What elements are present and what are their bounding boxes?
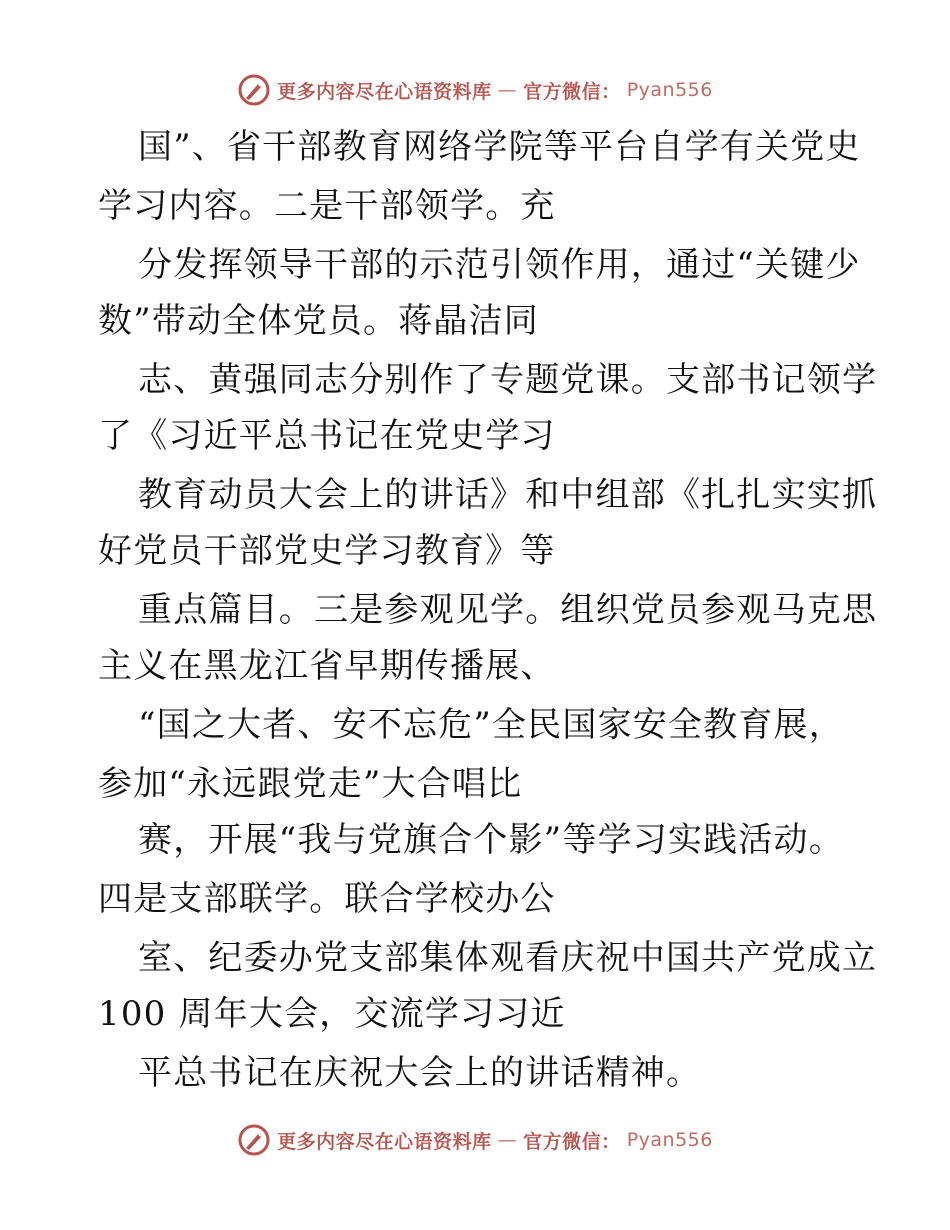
text-line: 志、黄强同志分别作了专题党课。支部书记领学	[138, 360, 878, 400]
watermark-separator: —	[497, 79, 518, 101]
text-line: “国之大者、安不忘危”全民国家安全教育展，	[138, 705, 844, 745]
text-line: 主义在黑龙江省早期传播展、	[98, 646, 556, 686]
watermark-text: 更多内容尽在心语资料库	[277, 80, 492, 103]
watermark-id: Pyan556	[626, 1129, 713, 1151]
text-line: 学习内容。二是干部领学。充	[98, 186, 556, 226]
watermark-label: 官方微信：	[523, 80, 621, 103]
text-line: 100 周年大会，交流学习习近	[98, 994, 566, 1034]
text-line: 参加“永远跟党走”大合唱比	[98, 764, 523, 804]
watermark-banner-top	[0, 70, 950, 110]
watermark-label: 官方微信：	[523, 1130, 621, 1153]
text-line: 重点篇目。三是参观见学。组织党员参观马克思	[138, 590, 878, 630]
text-line: 了《习近平总书记在党史学习	[98, 416, 556, 456]
text-line: 好党员干部党史学习教育》等	[98, 531, 556, 571]
pen-nib-logo-icon	[237, 1123, 271, 1157]
text-line: 数”带动全体党员。蒋晶洁同	[98, 301, 539, 341]
watermark-text: 更多内容尽在心语资料库	[277, 1130, 492, 1153]
watermark-id: Pyan556	[626, 79, 713, 101]
watermark-separator: —	[497, 1129, 518, 1151]
text-line: 平总书记在庆祝大会上的讲话精神。	[138, 1053, 702, 1093]
text-line: 教育动员大会上的讲话》和中组部《扎扎实实抓	[138, 475, 878, 515]
text-line: 赛，开展“我与党旗合个影”等学习实践活动。	[138, 820, 844, 860]
text-line: 室、纪委办党支部集体观看庆祝中国共产党成立	[138, 938, 878, 978]
text-line: 分发挥领导干部的示范引领作用，通过“关键少	[138, 245, 861, 285]
text-line: 四是支部联学。联合学校办公	[98, 879, 556, 919]
pen-nib-logo-icon	[237, 73, 271, 107]
text-line: 国”、省干部教育网络学院等平台自学有关党史	[138, 127, 861, 167]
watermark-banner-bottom	[0, 1120, 950, 1160]
